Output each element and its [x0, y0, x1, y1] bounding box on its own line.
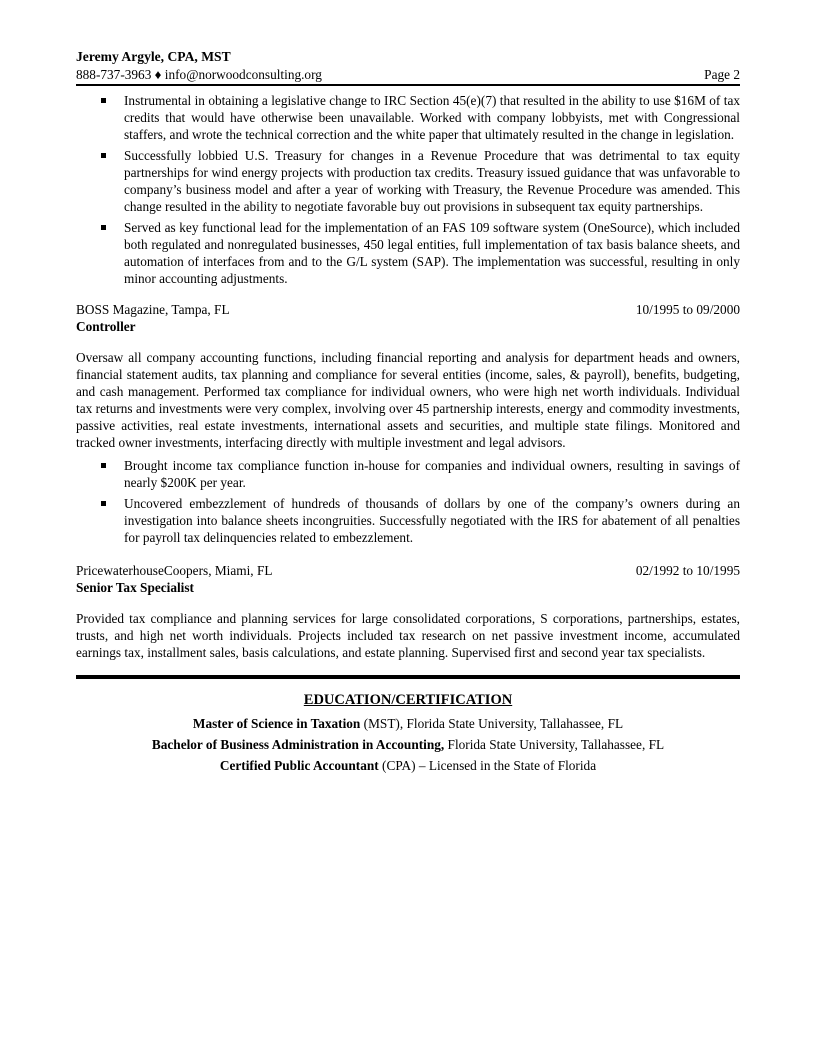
degree-name: Master of Science in Taxation — [192, 716, 361, 731]
job-description: Provided tax compliance and planning services for large consolidated corporations, S corporations, partnerships, estates, trusts, and high net worth individuals. Projects included tax research on net passive investment income, accumulated earnings tax, installment sales, basis calculations, and estate planning. Supervised first and second year tax specialists. — [76, 611, 740, 660]
education-item — [76, 755, 740, 776]
job-employer — [76, 562, 272, 579]
job-title: Senior Tax Specialist — [76, 580, 194, 595]
job-dates: 02/1992 to 10/1995 — [635, 563, 740, 578]
education-heading: EDUCATION/CERTIFICATION — [303, 692, 513, 708]
job-bullet-list — [76, 457, 740, 546]
company-location: , Tampa, FL — [165, 302, 230, 317]
company-location: , Miami, FL — [208, 563, 273, 578]
education-item — [76, 713, 740, 734]
list-item — [76, 457, 740, 491]
bullet-text: Uncovered embezzlement of hundreds of thousands of dollars by one of the company’s owners during an investigation into balance sheets incongruities. Successfully negotiated with the IRS for abatement of all penalties for payroll tax delinquencies related to embezzlement. — [124, 496, 740, 545]
bullet-text: Brought income tax compliance function in-house for companies and individual owners, resulting in savings of nearly $200K per year. — [124, 458, 740, 490]
bullet-text: Successfully lobbied U.S. Treasury for changes in a Revenue Procedure that was detrimental to tax equity partnerships for wind energy projects with production tax credits. Treasury issued guidance that was unfavorable to company’s business model and after a year of working with Treasury, the Revenue Procedure was amended. This change resulted in the ability to negotiate favorable buy out provisions in subsequent tax equity partnerships. — [124, 148, 740, 214]
bullet-square-icon — [101, 501, 106, 506]
list-item — [76, 147, 740, 215]
header-divider — [76, 84, 740, 86]
header-contact: 888-737-3963 ♦ info@norwoodconsulting.org — [76, 67, 322, 82]
bullet-text: Served as key functional lead for the implementation of an FAS 109 software system (OneSource), which included both regulated and nonregulated businesses, 450 legal entities, full implementation of tax basis balance sheets, and automation of interfaces from and to the G/L system (SAP). The implementation was successful, resulting in only minor accounting adjustments. — [124, 220, 740, 286]
job-header-row — [76, 562, 740, 579]
page-number: Page 2 — [704, 67, 740, 82]
degree-details: Florida State University, Tallahassee, FL — [444, 737, 665, 752]
section-divider — [76, 675, 740, 679]
degree-details: (CPA) – Licensed in the State of Florida — [378, 758, 597, 773]
bullet-square-icon — [101, 98, 106, 103]
list-item — [76, 495, 740, 546]
job-pricewaterhousecoopers — [76, 562, 740, 661]
job-employer — [76, 301, 230, 318]
bullet-square-icon — [101, 225, 106, 230]
education-item — [76, 734, 740, 755]
top-bullet-list — [76, 92, 740, 287]
list-item — [76, 92, 740, 143]
bullet-text: Instrumental in obtaining a legislative change to IRC Section 45(e)(7) that resulted in the ability to use $16M of tax credits that would have otherwise been unavailable. Worked with company lobbyists, met with Congressional staffers, and wrote the technical correction and the white paper that ultimately resulted in the change in legislation. — [124, 93, 740, 142]
job-description: Oversaw all company accounting functions, including financial reporting and analysis for department heads and owners, financial statement audits, tax planning and compliance for several entities (income, sales, & payroll), benefits, budgeting, and cash management. Performed tax compliance for individual owners, who were high net worth individuals. Individual tax returns and investments were very complex, involving over 45 partnership interests, energy and commodity investments, passive activities, real estate investments, international assets and securities, and multiple state filings. Monitored and tracked owner investments, interfacing directly with multiple investment and legal advisors. — [76, 350, 740, 450]
header-name: Jeremy Argyle, CPA, MST — [76, 49, 231, 64]
job-dates: 10/1995 to 09/2000 — [635, 302, 740, 317]
bullet-square-icon — [101, 153, 106, 158]
header-row — [76, 66, 740, 84]
job-header-row — [76, 301, 740, 318]
company-name: PricewaterhouseCoopers — [76, 563, 209, 578]
degree-name: Bachelor of Business Administration in Accounting, — [151, 737, 445, 752]
job-boss-magazine — [76, 301, 740, 546]
degree-details: (MST), Florida State University, Tallahassee, FL — [360, 716, 624, 731]
degree-name: Certified Public Accountant — [219, 758, 379, 773]
list-item — [76, 219, 740, 287]
resume-page — [76, 48, 740, 776]
job-title: Controller — [76, 319, 136, 334]
bullet-square-icon — [101, 463, 106, 468]
company-name: BOSS Magazine — [76, 302, 166, 317]
